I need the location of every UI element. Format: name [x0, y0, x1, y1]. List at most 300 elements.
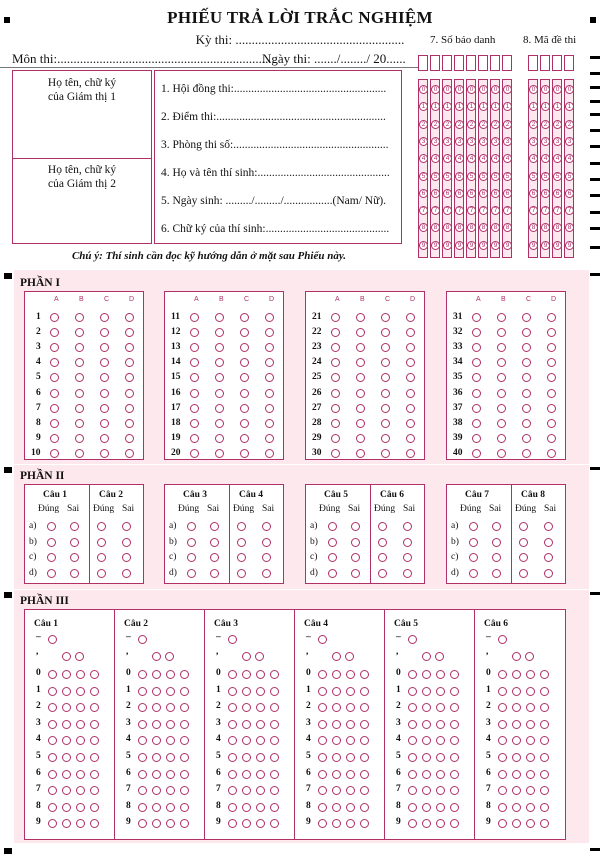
digit-bubble[interactable]: [152, 687, 161, 696]
digit-bubble[interactable]: [228, 687, 237, 696]
true-false-bubble[interactable]: [328, 522, 337, 531]
digit-bubble[interactable]: [62, 736, 71, 745]
true-false-bubble[interactable]: [187, 522, 196, 531]
digit-bubble[interactable]: [90, 803, 99, 812]
digit-bubble[interactable]: [256, 786, 265, 795]
answer-bubble[interactable]: [215, 328, 224, 337]
answer-bubble[interactable]: [356, 404, 365, 413]
digit-bubble[interactable]: [90, 703, 99, 712]
answer-bubble[interactable]: [356, 373, 365, 382]
digit-bubble[interactable]: [270, 720, 279, 729]
sbd-digit-bubble[interactable]: 3: [467, 137, 476, 146]
ma-de-digit-bubble[interactable]: 1: [529, 102, 538, 111]
sbd-digit-bubble[interactable]: 5: [491, 172, 500, 181]
digit-bubble[interactable]: [332, 720, 341, 729]
answer-bubble[interactable]: [215, 404, 224, 413]
answer-bubble[interactable]: [406, 389, 415, 398]
digit-bubble[interactable]: [228, 803, 237, 812]
answer-bubble[interactable]: [497, 328, 506, 337]
true-false-bubble[interactable]: [122, 522, 131, 531]
digit-bubble[interactable]: [48, 786, 57, 795]
sbd-digit-bubble[interactable]: 1: [455, 102, 464, 111]
true-false-bubble[interactable]: [519, 553, 528, 562]
digit-bubble[interactable]: [180, 786, 189, 795]
ma-de-digit-bubble[interactable]: 2: [541, 120, 550, 129]
true-false-bubble[interactable]: [492, 538, 501, 547]
digit-bubble[interactable]: [242, 670, 251, 679]
sbd-write-cell[interactable]: [478, 55, 488, 71]
ma-de-digit-bubble[interactable]: 0: [565, 85, 574, 94]
true-false-bubble[interactable]: [403, 538, 412, 547]
answer-bubble[interactable]: [100, 358, 109, 367]
answer-bubble[interactable]: [472, 358, 481, 367]
sbd-digit-bubble[interactable]: 0: [479, 85, 488, 94]
digit-bubble[interactable]: [526, 786, 535, 795]
digit-bubble[interactable]: [228, 736, 237, 745]
digit-bubble[interactable]: [346, 819, 355, 828]
sbd-digit-bubble[interactable]: 9: [467, 241, 476, 250]
digit-bubble[interactable]: [256, 753, 265, 762]
digit-bubble[interactable]: [256, 720, 265, 729]
answer-bubble[interactable]: [547, 358, 556, 367]
sbd-digit-bubble[interactable]: 3: [431, 137, 440, 146]
minus-bubble[interactable]: [48, 635, 57, 644]
digit-bubble[interactable]: [346, 736, 355, 745]
sbd-digit-bubble[interactable]: 3: [419, 137, 428, 146]
answer-bubble[interactable]: [331, 434, 340, 443]
digit-bubble[interactable]: [422, 803, 431, 812]
digit-bubble[interactable]: [360, 770, 369, 779]
digit-bubble[interactable]: [62, 819, 71, 828]
answer-bubble[interactable]: [190, 419, 199, 428]
answer-bubble[interactable]: [215, 358, 224, 367]
true-false-bubble[interactable]: [519, 522, 528, 531]
mon-thi-field[interactable]: Môn thi:...................................................................: [12, 51, 275, 66]
answer-bubble[interactable]: [547, 343, 556, 352]
digit-bubble[interactable]: [526, 670, 535, 679]
ma-de-digit-bubble[interactable]: 1: [541, 102, 550, 111]
digit-bubble[interactable]: [498, 687, 507, 696]
digit-bubble[interactable]: [90, 736, 99, 745]
digit-bubble[interactable]: [360, 786, 369, 795]
digit-bubble[interactable]: [228, 720, 237, 729]
comma-bubble[interactable]: [255, 652, 264, 661]
digit-bubble[interactable]: [360, 687, 369, 696]
sbd-digit-bubble[interactable]: 6: [443, 189, 452, 198]
digit-bubble[interactable]: [166, 687, 175, 696]
sbd-digit-bubble[interactable]: 4: [419, 154, 428, 163]
sbd-digit-bubble[interactable]: 3: [503, 137, 512, 146]
digit-bubble[interactable]: [180, 703, 189, 712]
digit-bubble[interactable]: [180, 720, 189, 729]
answer-bubble[interactable]: [547, 449, 556, 458]
sbd-digit-bubble[interactable]: 8: [491, 223, 500, 232]
digit-bubble[interactable]: [166, 803, 175, 812]
digit-bubble[interactable]: [450, 770, 459, 779]
answer-bubble[interactable]: [406, 449, 415, 458]
digit-bubble[interactable]: [436, 819, 445, 828]
digit-bubble[interactable]: [166, 770, 175, 779]
answer-bubble[interactable]: [265, 358, 274, 367]
digit-bubble[interactable]: [408, 736, 417, 745]
true-false-bubble[interactable]: [328, 569, 337, 578]
digit-bubble[interactable]: [408, 753, 417, 762]
ma-de-digit-bubble[interactable]: 3: [553, 137, 562, 146]
ma-de-digit-bubble[interactable]: 8: [541, 223, 550, 232]
digit-bubble[interactable]: [318, 670, 327, 679]
digit-bubble[interactable]: [242, 720, 251, 729]
answer-bubble[interactable]: [240, 404, 249, 413]
sbd-digit-bubble[interactable]: 5: [455, 172, 464, 181]
comma-bubble[interactable]: [525, 652, 534, 661]
digit-bubble[interactable]: [498, 670, 507, 679]
digit-bubble[interactable]: [242, 753, 251, 762]
sbd-digit-bubble[interactable]: 6: [479, 189, 488, 198]
digit-bubble[interactable]: [242, 687, 251, 696]
digit-bubble[interactable]: [256, 819, 265, 828]
sbd-digit-bubble[interactable]: 4: [503, 154, 512, 163]
digit-bubble[interactable]: [422, 819, 431, 828]
answer-bubble[interactable]: [240, 328, 249, 337]
sbd-digit-bubble[interactable]: 8: [455, 223, 464, 232]
answer-bubble[interactable]: [331, 313, 340, 322]
ma-de-digit-bubble[interactable]: 7: [529, 206, 538, 215]
sbd-digit-bubble[interactable]: 5: [467, 172, 476, 181]
digit-bubble[interactable]: [62, 687, 71, 696]
digit-bubble[interactable]: [62, 753, 71, 762]
ma-de-digit-bubble[interactable]: 6: [529, 189, 538, 198]
digit-bubble[interactable]: [512, 736, 521, 745]
answer-bubble[interactable]: [125, 419, 134, 428]
digit-bubble[interactable]: [498, 770, 507, 779]
sbd-digit-bubble[interactable]: 4: [467, 154, 476, 163]
sbd-digit-bubble[interactable]: 7: [455, 206, 464, 215]
true-false-bubble[interactable]: [378, 538, 387, 547]
sbd-digit-bubble[interactable]: 6: [503, 189, 512, 198]
sbd-digit-bubble[interactable]: 8: [467, 223, 476, 232]
answer-bubble[interactable]: [125, 328, 134, 337]
sbd-digit-bubble[interactable]: 2: [467, 120, 476, 129]
answer-bubble[interactable]: [100, 434, 109, 443]
digit-bubble[interactable]: [450, 670, 459, 679]
digit-bubble[interactable]: [512, 720, 521, 729]
answer-bubble[interactable]: [75, 389, 84, 398]
candidate-info-line[interactable]: 2. Điểm thi:...........................................................: [161, 111, 386, 123]
true-false-bubble[interactable]: [328, 553, 337, 562]
sbd-digit-bubble[interactable]: 9: [455, 241, 464, 250]
minus-bubble[interactable]: [318, 635, 327, 644]
digit-bubble[interactable]: [152, 803, 161, 812]
answer-bubble[interactable]: [406, 358, 415, 367]
ma-de-digit-bubble[interactable]: 9: [553, 241, 562, 250]
digit-bubble[interactable]: [422, 670, 431, 679]
digit-bubble[interactable]: [242, 736, 251, 745]
digit-bubble[interactable]: [512, 703, 521, 712]
true-false-bubble[interactable]: [97, 538, 106, 547]
answer-bubble[interactable]: [75, 434, 84, 443]
sbd-digit-bubble[interactable]: 0: [467, 85, 476, 94]
digit-bubble[interactable]: [180, 803, 189, 812]
digit-bubble[interactable]: [360, 803, 369, 812]
sbd-digit-bubble[interactable]: 1: [419, 102, 428, 111]
sbd-digit-bubble[interactable]: 9: [503, 241, 512, 250]
answer-bubble[interactable]: [75, 313, 84, 322]
answer-bubble[interactable]: [100, 389, 109, 398]
digit-bubble[interactable]: [48, 736, 57, 745]
digit-bubble[interactable]: [346, 670, 355, 679]
digit-bubble[interactable]: [62, 720, 71, 729]
digit-bubble[interactable]: [228, 819, 237, 828]
ma-de-digit-bubble[interactable]: 9: [541, 241, 550, 250]
answer-bubble[interactable]: [472, 449, 481, 458]
true-false-bubble[interactable]: [351, 553, 360, 562]
digit-bubble[interactable]: [256, 736, 265, 745]
digit-bubble[interactable]: [76, 803, 85, 812]
digit-bubble[interactable]: [408, 803, 417, 812]
answer-bubble[interactable]: [472, 419, 481, 428]
answer-bubble[interactable]: [547, 389, 556, 398]
answer-bubble[interactable]: [406, 373, 415, 382]
answer-bubble[interactable]: [406, 434, 415, 443]
true-false-bubble[interactable]: [47, 538, 56, 547]
ma-de-digit-bubble[interactable]: 5: [565, 172, 574, 181]
ky-thi-field[interactable]: Kỳ thi: ....................................................: [195, 32, 405, 47]
answer-bubble[interactable]: [472, 434, 481, 443]
digit-bubble[interactable]: [152, 670, 161, 679]
answer-bubble[interactable]: [75, 419, 84, 428]
ma-de-write-cell[interactable]: [540, 55, 550, 71]
true-false-bubble[interactable]: [544, 538, 553, 547]
digit-bubble[interactable]: [242, 803, 251, 812]
answer-bubble[interactable]: [190, 449, 199, 458]
sbd-digit-bubble[interactable]: 1: [443, 102, 452, 111]
digit-bubble[interactable]: [166, 736, 175, 745]
digit-bubble[interactable]: [138, 736, 147, 745]
answer-bubble[interactable]: [497, 434, 506, 443]
digit-bubble[interactable]: [498, 720, 507, 729]
digit-bubble[interactable]: [436, 703, 445, 712]
digit-bubble[interactable]: [318, 687, 327, 696]
answer-bubble[interactable]: [240, 389, 249, 398]
answer-bubble[interactable]: [265, 328, 274, 337]
digit-bubble[interactable]: [270, 703, 279, 712]
digit-bubble[interactable]: [62, 670, 71, 679]
digit-bubble[interactable]: [180, 753, 189, 762]
ma-de-digit-bubble[interactable]: 1: [565, 102, 574, 111]
answer-bubble[interactable]: [75, 358, 84, 367]
digit-bubble[interactable]: [360, 720, 369, 729]
answer-bubble[interactable]: [381, 449, 390, 458]
answer-bubble[interactable]: [50, 389, 59, 398]
digit-bubble[interactable]: [422, 753, 431, 762]
sbd-digit-bubble[interactable]: 7: [491, 206, 500, 215]
answer-bubble[interactable]: [472, 373, 481, 382]
answer-bubble[interactable]: [406, 419, 415, 428]
digit-bubble[interactable]: [332, 753, 341, 762]
answer-bubble[interactable]: [190, 373, 199, 382]
true-false-bubble[interactable]: [492, 553, 501, 562]
sbd-digit-bubble[interactable]: 7: [479, 206, 488, 215]
answer-bubble[interactable]: [522, 419, 531, 428]
digit-bubble[interactable]: [152, 786, 161, 795]
digit-bubble[interactable]: [436, 687, 445, 696]
answer-bubble[interactable]: [522, 328, 531, 337]
digit-bubble[interactable]: [138, 687, 147, 696]
digit-bubble[interactable]: [408, 670, 417, 679]
digit-bubble[interactable]: [152, 720, 161, 729]
digit-bubble[interactable]: [270, 770, 279, 779]
comma-bubble[interactable]: [152, 652, 161, 661]
digit-bubble[interactable]: [540, 803, 549, 812]
answer-bubble[interactable]: [381, 389, 390, 398]
answer-bubble[interactable]: [547, 404, 556, 413]
sbd-digit-bubble[interactable]: 2: [431, 120, 440, 129]
digit-bubble[interactable]: [152, 753, 161, 762]
ma-de-digit-bubble[interactable]: 6: [541, 189, 550, 198]
sbd-digit-bubble[interactable]: 3: [443, 137, 452, 146]
answer-bubble[interactable]: [50, 328, 59, 337]
comma-bubble[interactable]: [75, 652, 84, 661]
digit-bubble[interactable]: [318, 703, 327, 712]
answer-bubble[interactable]: [497, 358, 506, 367]
answer-bubble[interactable]: [100, 373, 109, 382]
digit-bubble[interactable]: [512, 670, 521, 679]
answer-bubble[interactable]: [100, 343, 109, 352]
comma-bubble[interactable]: [345, 652, 354, 661]
answer-bubble[interactable]: [265, 343, 274, 352]
digit-bubble[interactable]: [526, 753, 535, 762]
digit-bubble[interactable]: [526, 736, 535, 745]
true-false-bubble[interactable]: [403, 522, 412, 531]
sbd-digit-bubble[interactable]: 8: [443, 223, 452, 232]
answer-bubble[interactable]: [522, 358, 531, 367]
digit-bubble[interactable]: [90, 670, 99, 679]
true-false-bubble[interactable]: [262, 553, 271, 562]
ma-de-digit-bubble[interactable]: 3: [529, 137, 538, 146]
comma-bubble[interactable]: [435, 652, 444, 661]
answer-bubble[interactable]: [190, 434, 199, 443]
digit-bubble[interactable]: [540, 736, 549, 745]
digit-bubble[interactable]: [180, 687, 189, 696]
digit-bubble[interactable]: [408, 819, 417, 828]
answer-bubble[interactable]: [50, 373, 59, 382]
ma-de-digit-bubble[interactable]: 4: [565, 154, 574, 163]
true-false-bubble[interactable]: [187, 569, 196, 578]
answer-bubble[interactable]: [547, 419, 556, 428]
digit-bubble[interactable]: [48, 720, 57, 729]
true-false-bubble[interactable]: [351, 569, 360, 578]
digit-bubble[interactable]: [256, 803, 265, 812]
digit-bubble[interactable]: [318, 803, 327, 812]
answer-bubble[interactable]: [522, 389, 531, 398]
digit-bubble[interactable]: [138, 753, 147, 762]
sbd-digit-bubble[interactable]: 0: [491, 85, 500, 94]
digit-bubble[interactable]: [450, 753, 459, 762]
sbd-write-cell[interactable]: [490, 55, 500, 71]
sbd-digit-bubble[interactable]: 8: [503, 223, 512, 232]
digit-bubble[interactable]: [332, 687, 341, 696]
digit-bubble[interactable]: [346, 786, 355, 795]
digit-bubble[interactable]: [90, 753, 99, 762]
digit-bubble[interactable]: [90, 720, 99, 729]
answer-bubble[interactable]: [75, 449, 84, 458]
answer-bubble[interactable]: [240, 419, 249, 428]
ma-de-write-cell[interactable]: [528, 55, 538, 71]
ma-de-digit-bubble[interactable]: 0: [553, 85, 562, 94]
digit-bubble[interactable]: [256, 687, 265, 696]
answer-bubble[interactable]: [125, 343, 134, 352]
ma-de-digit-bubble[interactable]: 7: [541, 206, 550, 215]
answer-bubble[interactable]: [331, 343, 340, 352]
answer-bubble[interactable]: [356, 419, 365, 428]
sbd-digit-bubble[interactable]: 7: [443, 206, 452, 215]
answer-bubble[interactable]: [381, 419, 390, 428]
digit-bubble[interactable]: [48, 803, 57, 812]
digit-bubble[interactable]: [360, 753, 369, 762]
digit-bubble[interactable]: [138, 703, 147, 712]
answer-bubble[interactable]: [472, 313, 481, 322]
digit-bubble[interactable]: [332, 819, 341, 828]
answer-bubble[interactable]: [547, 328, 556, 337]
true-false-bubble[interactable]: [519, 569, 528, 578]
answer-bubble[interactable]: [100, 313, 109, 322]
digit-bubble[interactable]: [540, 703, 549, 712]
true-false-bubble[interactable]: [210, 538, 219, 547]
minus-bubble[interactable]: [228, 635, 237, 644]
digit-bubble[interactable]: [346, 720, 355, 729]
answer-bubble[interactable]: [331, 389, 340, 398]
ma-de-digit-bubble[interactable]: 1: [553, 102, 562, 111]
digit-bubble[interactable]: [332, 703, 341, 712]
true-false-bubble[interactable]: [403, 569, 412, 578]
digit-bubble[interactable]: [332, 736, 341, 745]
digit-bubble[interactable]: [408, 770, 417, 779]
ma-de-digit-bubble[interactable]: 7: [553, 206, 562, 215]
true-false-bubble[interactable]: [47, 569, 56, 578]
digit-bubble[interactable]: [180, 770, 189, 779]
answer-bubble[interactable]: [215, 313, 224, 322]
sbd-digit-bubble[interactable]: 8: [431, 223, 440, 232]
true-false-bubble[interactable]: [210, 553, 219, 562]
digit-bubble[interactable]: [180, 736, 189, 745]
answer-bubble[interactable]: [50, 313, 59, 322]
sbd-write-cell[interactable]: [466, 55, 476, 71]
digit-bubble[interactable]: [332, 770, 341, 779]
sbd-digit-bubble[interactable]: 6: [431, 189, 440, 198]
digit-bubble[interactable]: [346, 703, 355, 712]
sbd-digit-bubble[interactable]: 1: [503, 102, 512, 111]
comma-bubble[interactable]: [165, 652, 174, 661]
digit-bubble[interactable]: [270, 736, 279, 745]
ma-de-digit-bubble[interactable]: 2: [565, 120, 574, 129]
digit-bubble[interactable]: [540, 753, 549, 762]
digit-bubble[interactable]: [90, 687, 99, 696]
true-false-bubble[interactable]: [237, 522, 246, 531]
answer-bubble[interactable]: [331, 358, 340, 367]
answer-bubble[interactable]: [381, 328, 390, 337]
sbd-digit-bubble[interactable]: 0: [443, 85, 452, 94]
digit-bubble[interactable]: [90, 819, 99, 828]
sbd-digit-bubble[interactable]: 1: [479, 102, 488, 111]
digit-bubble[interactable]: [498, 703, 507, 712]
answer-bubble[interactable]: [75, 373, 84, 382]
answer-bubble[interactable]: [265, 449, 274, 458]
true-false-bubble[interactable]: [378, 553, 387, 562]
digit-bubble[interactable]: [526, 803, 535, 812]
ma-de-digit-bubble[interactable]: 3: [541, 137, 550, 146]
digit-bubble[interactable]: [498, 803, 507, 812]
answer-bubble[interactable]: [240, 358, 249, 367]
